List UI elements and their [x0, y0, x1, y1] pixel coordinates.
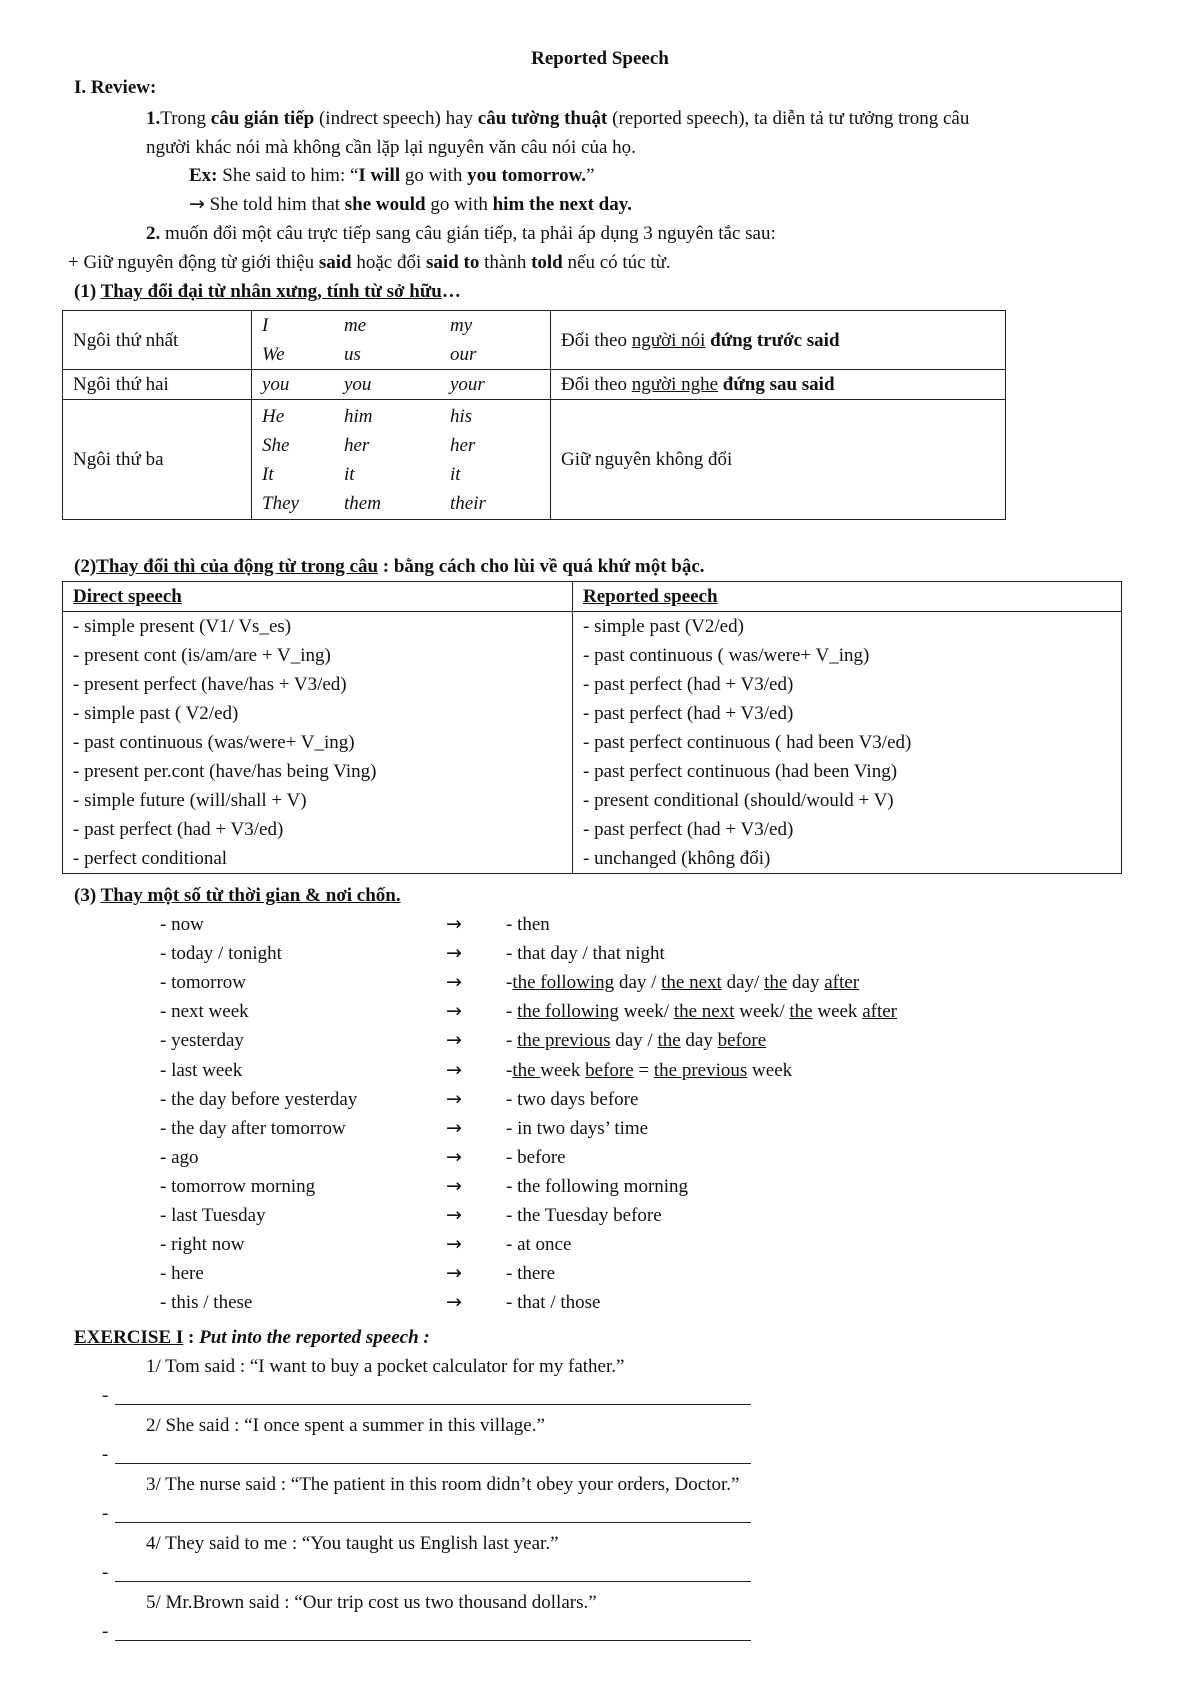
list-item	[0, 939, 1200, 968]
direct-word: - the day after tomorrow	[160, 1118, 346, 1139]
reported-speech-cell: - past perfect continuous (had been Ving)	[573, 757, 1122, 786]
reported-speech-cell: - past perfect (had + V3/ed)	[573, 815, 1122, 844]
reported-speech-cell: - past perfect (had + V3/ed)	[573, 670, 1122, 699]
right-arrow-icon: →	[446, 1029, 462, 1051]
list-item	[0, 1230, 1200, 1259]
reported-speech-cell: - past perfect (had + V3/ed)	[573, 699, 1122, 728]
reported-speech-cell: - present conditional (should/would + V)	[573, 786, 1122, 815]
table-row	[63, 370, 1006, 400]
rule-cell: Đổi theo người nói đứng trước said	[551, 311, 1006, 370]
list-item	[0, 1143, 1200, 1172]
table-row	[63, 311, 1006, 370]
exercise-item: 3/ The nurse said : “The patient in this room didn’t obey your orders, Doctor.”	[146, 1474, 740, 1495]
direct-speech-cell: - present perfect (have/has + V3/ed)	[63, 670, 573, 699]
direct-word: - today / tonight	[160, 943, 282, 964]
reported-speech-cell: - past continuous ( was/were+ V_ing)	[573, 641, 1122, 670]
direct-word: - last Tuesday	[160, 1205, 266, 1226]
list-item	[0, 997, 1200, 1026]
direct-word: - last week	[160, 1060, 243, 1081]
table-row	[63, 757, 1122, 786]
direct-word: - tomorrow	[160, 972, 247, 993]
reported-word: - then	[506, 914, 550, 935]
right-arrow-icon: →	[446, 1059, 462, 1081]
page-title: Reported Speech	[531, 48, 669, 69]
direct-word: - now	[160, 914, 204, 935]
table-row	[63, 612, 1122, 642]
reported-word: - that day / that night	[506, 943, 665, 964]
reported-word: - the following morning	[506, 1176, 689, 1197]
direct-word: - this / these	[160, 1292, 253, 1313]
direct-word: - the day before yesterday	[160, 1089, 358, 1110]
direct-speech-cell: - present per.cont (have/has being Ving)	[63, 757, 573, 786]
answer-line[interactable]	[115, 1463, 751, 1464]
person-label: Ngôi thứ ba	[63, 400, 252, 520]
table-row	[63, 641, 1122, 670]
reported-speech-cell: - past perfect continuous ( had been V3/ed)	[573, 728, 1122, 757]
rule-cell: Đổi theo người nghe đứng sau said	[551, 370, 1006, 400]
review-point-1-line2: người khác nói mà không cần lặp lại nguyên văn câu nói của họ.	[146, 137, 636, 158]
right-arrow-icon: →	[446, 1233, 462, 1255]
right-arrow-icon: →	[446, 1000, 462, 1022]
direct-speech-cell: - simple past ( V2/ed)	[63, 699, 573, 728]
list-item	[0, 1026, 1200, 1055]
answer-dash: -	[102, 1621, 109, 1642]
table-row	[63, 844, 1122, 874]
reported-word: - the Tuesday before	[506, 1205, 662, 1226]
reported-word: - before	[506, 1147, 566, 1168]
section-2-heading: (2)Thay đổi thì của động từ trong câu : bằng cách cho lùi về quá khứ một bậc.	[74, 556, 705, 577]
direct-speech-cell: - present cont (is/am/are + V_ing)	[63, 641, 573, 670]
direct-word: - here	[160, 1263, 204, 1284]
right-arrow-icon: →	[446, 1146, 462, 1168]
right-arrow-icon: →	[446, 1262, 462, 1284]
table-row	[63, 400, 1006, 520]
reported-word: - at once	[506, 1234, 572, 1255]
table-row	[63, 815, 1122, 844]
reported-word: - the following week/ the next week/ the week after	[506, 1001, 897, 1022]
direct-speech-cell: - perfect conditional	[63, 844, 573, 874]
table-header-row	[63, 582, 1122, 612]
person-label: Ngôi thứ nhất	[63, 311, 252, 370]
right-arrow-icon: →	[446, 1117, 462, 1139]
direct-word: - next week	[160, 1001, 249, 1022]
reported-speech-cell: - simple past (V2/ed)	[573, 612, 1122, 642]
pronoun-table	[62, 310, 1006, 520]
person-label: Ngôi thứ hai	[63, 370, 252, 400]
table-row	[63, 728, 1122, 757]
exercise-item: 5/ Mr.Brown said : “Our trip cost us two thousand dollars.”	[146, 1592, 597, 1613]
reported-word: - the previous day / the day before	[506, 1030, 767, 1051]
review-point-1: 1.Trong câu gián tiếp (indrect speech) hay câu tường thuật (reported speech), ta diễn tả tư tưởng trong câu	[146, 108, 970, 129]
reported-word: -the following day / the next day/ the day after	[506, 972, 860, 993]
example-answer-line: → She told him that she would go with him the next day.	[189, 193, 632, 215]
pronoun-cell: I me my We us our	[252, 311, 551, 370]
section-3-heading: (3) Thay một số từ thời gian & nơi chốn.	[74, 885, 401, 906]
answer-dash: -	[102, 1385, 109, 1406]
right-arrow-icon: →	[446, 1088, 462, 1110]
review-point-2: 2. muốn đổi một câu trực tiếp sang câu gián tiếp, ta phải áp dụng 3 nguyên tắc sau:	[146, 223, 776, 244]
answer-line[interactable]	[115, 1404, 751, 1405]
answer-dash: -	[102, 1503, 109, 1524]
tense-table	[62, 581, 1122, 874]
right-arrow-icon: →	[446, 913, 462, 935]
reported-word: - there	[506, 1263, 556, 1284]
list-item	[0, 1201, 1200, 1230]
list-item	[0, 1114, 1200, 1143]
answer-dash: -	[102, 1562, 109, 1583]
direct-speech-cell: - simple future (will/shall + V)	[63, 786, 573, 815]
answer-line[interactable]	[115, 1581, 751, 1582]
answer-dash: -	[102, 1444, 109, 1465]
example-line: Ex: She said to him: “I will go with you tomorrow.”	[189, 165, 595, 186]
point-number: 1.	[146, 108, 161, 129]
pronoun-cell: He him his She her her It it it They them their	[252, 400, 551, 520]
column-header-direct: Direct speech	[63, 582, 573, 612]
direct-word: - tomorrow morning	[160, 1176, 316, 1197]
direct-word: - yesterday	[160, 1030, 244, 1051]
direct-word: - right now	[160, 1234, 245, 1255]
section-1-heading: (1) Thay đổi đại từ nhân xưng, tính từ sở hữu…	[74, 281, 461, 302]
list-item	[0, 1172, 1200, 1201]
exercise-item: 2/ She said : “I once spent a summer in this village.”	[146, 1415, 545, 1436]
rule-plus-line: + Giữ nguyên động từ giới thiệu said hoặc đổi said to thành told nếu có túc từ.	[68, 252, 671, 273]
reported-word: - that / those	[506, 1292, 601, 1313]
list-item	[0, 1288, 1200, 1317]
direct-word: - ago	[160, 1147, 199, 1168]
exercise-heading: EXERCISE I : Put into the reported speech :	[74, 1327, 430, 1348]
table-row	[63, 699, 1122, 728]
list-item	[0, 1056, 1200, 1085]
right-arrow-icon: →	[446, 1175, 462, 1197]
table-row	[63, 670, 1122, 699]
exercise-item: 4/ They said to me : “You taught us English last year.”	[146, 1533, 559, 1554]
list-item	[0, 968, 1200, 997]
table-row	[63, 786, 1122, 815]
answer-line[interactable]	[115, 1640, 751, 1641]
reported-word: - two days before	[506, 1089, 639, 1110]
list-item	[0, 1259, 1200, 1288]
direct-speech-cell: - past perfect (had + V3/ed)	[63, 815, 573, 844]
list-item	[0, 1085, 1200, 1114]
right-arrow-icon: →	[446, 1291, 462, 1313]
right-arrow-icon: →	[189, 193, 205, 215]
rule-cell: Giữ nguyên không đổi	[551, 400, 1006, 520]
column-header-reported: Reported speech	[573, 582, 1122, 612]
right-arrow-icon: →	[446, 1204, 462, 1226]
exercise-item: 1/ Tom said : “I want to buy a pocket calculator for my father.”	[146, 1356, 625, 1377]
answer-line[interactable]	[115, 1522, 751, 1523]
reported-word: - in two days’ time	[506, 1118, 649, 1139]
direct-speech-cell: - past continuous (was/were+ V_ing)	[63, 728, 573, 757]
direct-speech-cell: - simple present (V1/ Vs_es)	[63, 612, 573, 642]
list-item	[0, 910, 1200, 939]
review-heading: I. Review:	[74, 77, 157, 98]
right-arrow-icon: →	[446, 971, 462, 993]
reported-speech-cell: - unchanged (không đổi)	[573, 844, 1122, 874]
pronoun-cell: you you your	[252, 370, 551, 400]
right-arrow-icon: →	[446, 942, 462, 964]
reported-word: -the week before = the previous week	[506, 1060, 793, 1081]
